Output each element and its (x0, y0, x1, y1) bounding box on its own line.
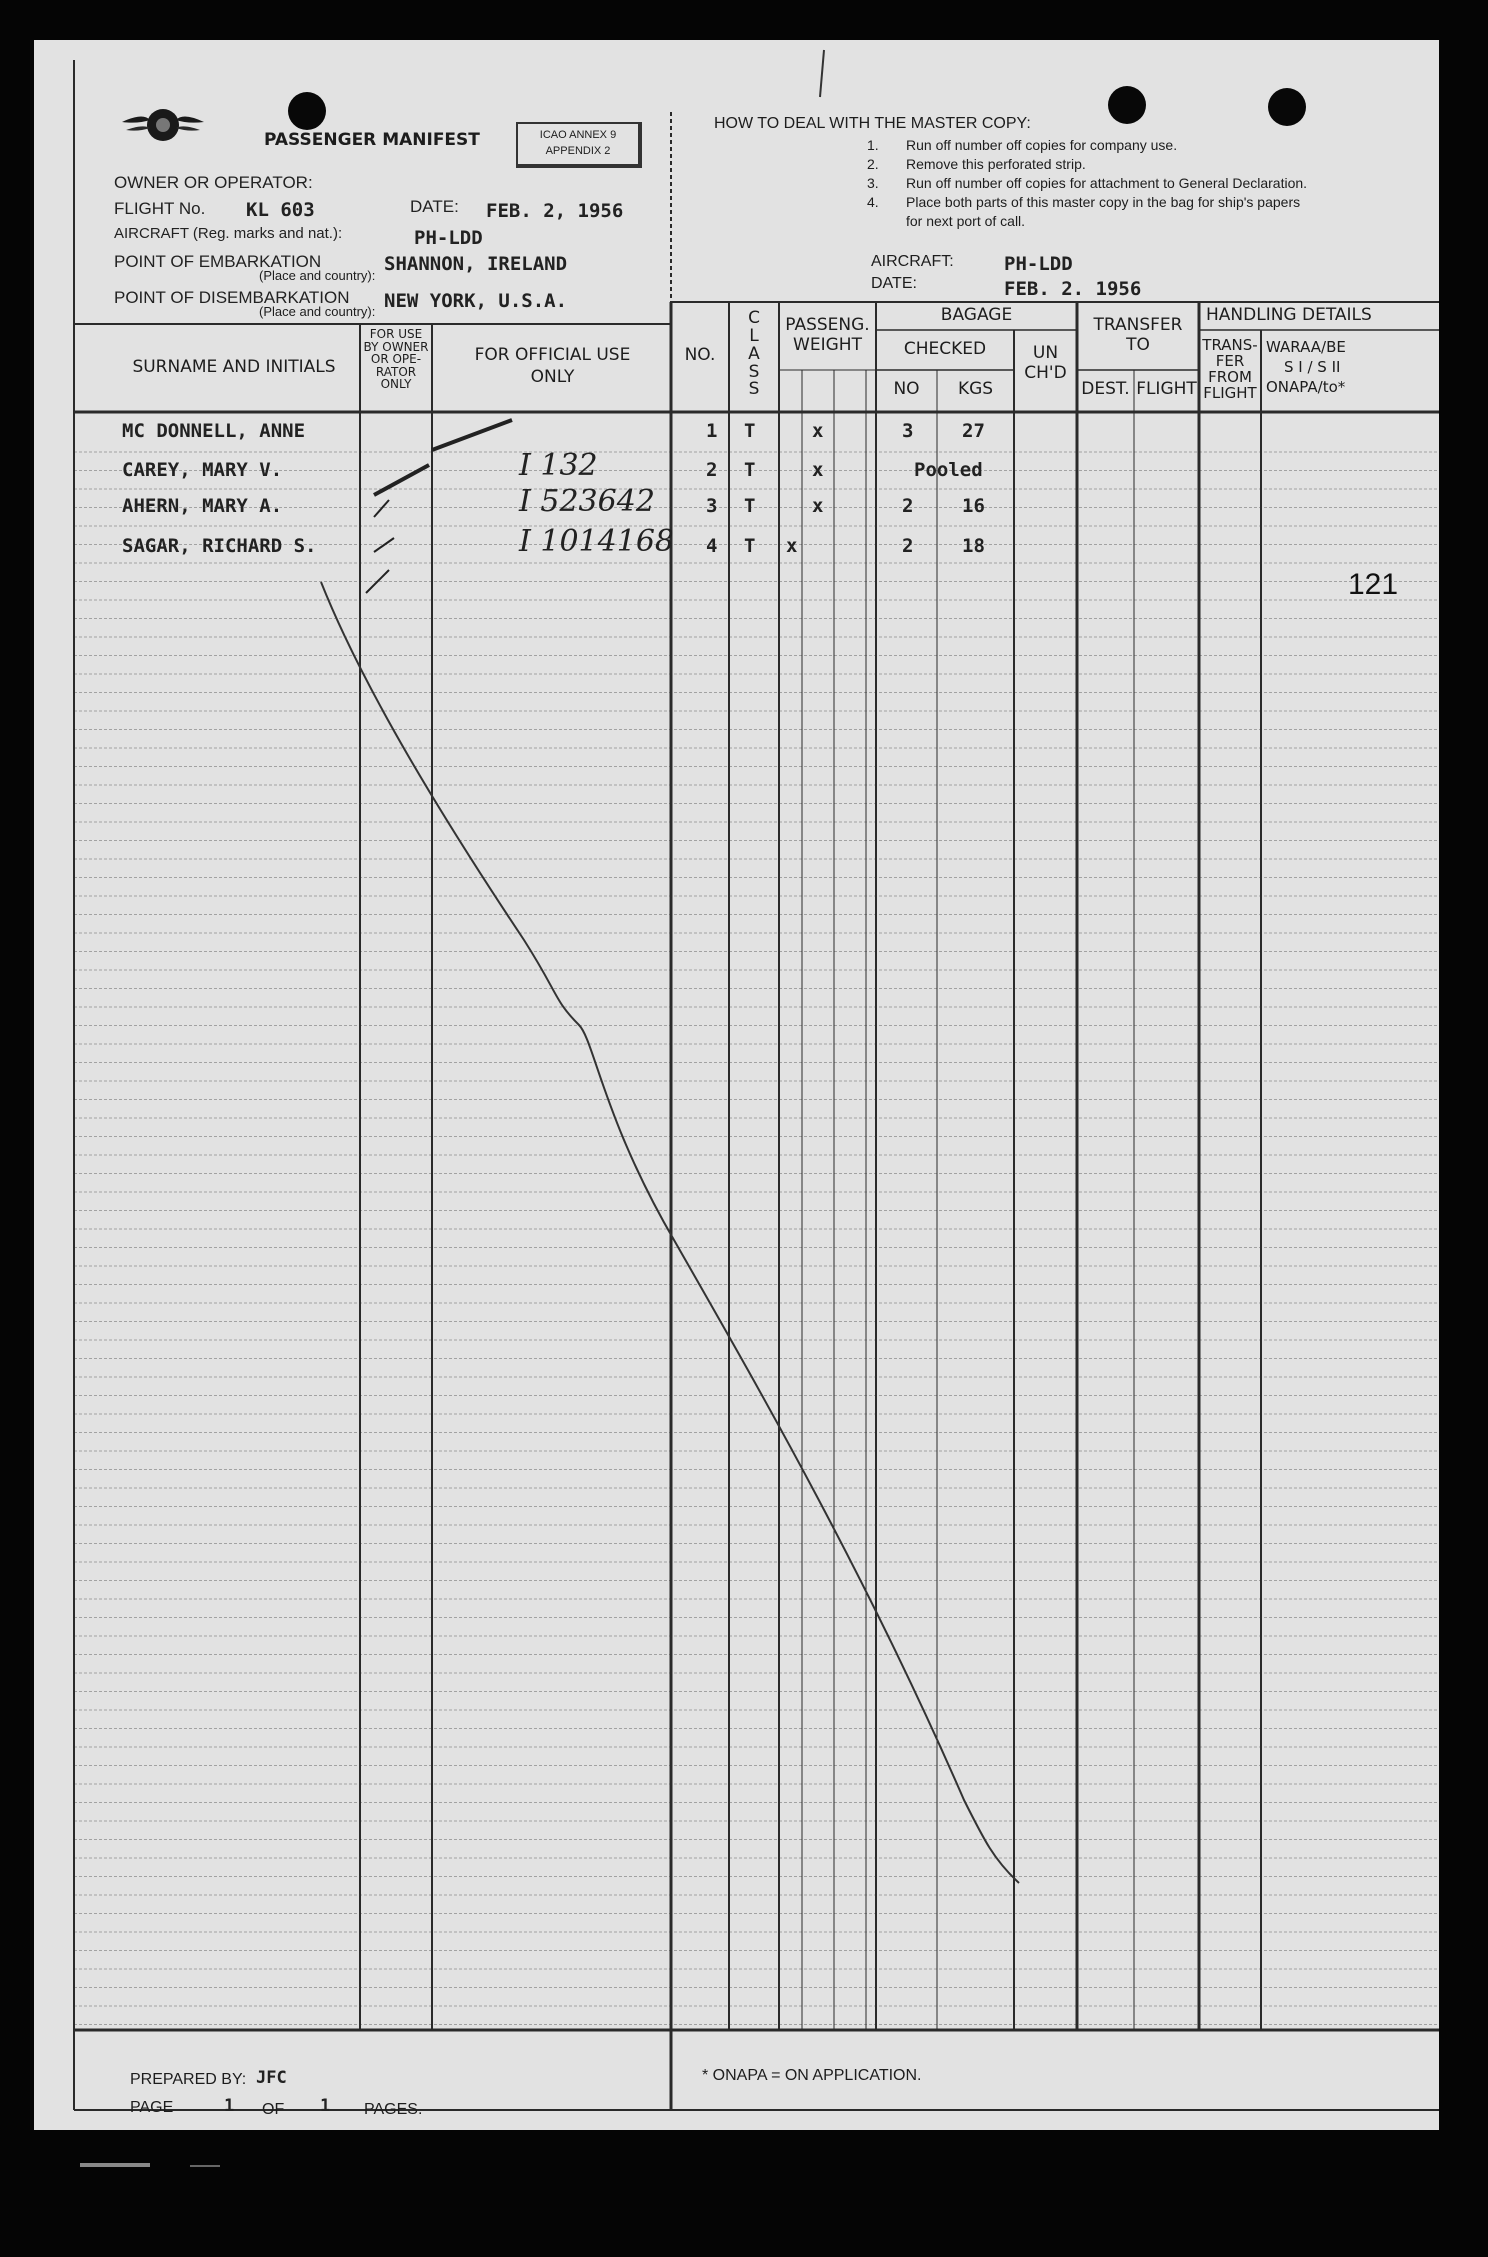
passenger-class: T (744, 535, 756, 557)
instr-aircraft-label: AIRCRAFT: (871, 253, 954, 270)
bag-count: 3 (902, 420, 914, 442)
passenger-class: T (744, 420, 756, 442)
punch-hole-icon (1108, 86, 1146, 124)
page-value: 1 (224, 2096, 235, 2116)
official-use-entry: I 523642 (519, 484, 655, 519)
prepared-value: JFC (256, 2068, 287, 2088)
passenger-number: 3 (706, 495, 718, 517)
col-flight: FLIGHT (1136, 379, 1197, 399)
col-weight-2: WEIGHT (793, 335, 862, 355)
instr-date-value: FEB. 2. 1956 (1004, 278, 1142, 300)
bag-kgs: 27 (962, 420, 985, 442)
owner-label: OWNER OR OPERATOR: (114, 173, 313, 192)
col-handling: HANDLING DETAILS (1206, 305, 1372, 325)
instruction-text: for next port of call. (906, 213, 1026, 229)
weight-mark: x (812, 420, 824, 442)
col-waraa-1: WARAA/BE (1266, 338, 1346, 356)
instr-date-label: DATE: (871, 275, 917, 292)
col-no: NO. (684, 345, 716, 365)
manifest-sheet (34, 40, 1439, 2130)
col-unchd-1: UN (1032, 343, 1059, 363)
embark-label: POINT OF EMBARKATION (114, 252, 322, 271)
punch-hole-icon (1268, 88, 1306, 126)
passenger-name: CAREY, MARY V. (122, 459, 283, 481)
bag-kgs: 18 (962, 535, 985, 557)
passenger-class: T (744, 495, 756, 517)
col-bagage: BAGAGE (940, 305, 1013, 325)
official-use-entry: I 1014168 (519, 524, 674, 559)
bag-count: 2 (902, 535, 914, 557)
aircraft-label: AIRCRAFT (Reg. marks and nat.): (114, 225, 343, 242)
weight-mark: x (812, 495, 824, 517)
aircraft-value: PH-LDD (414, 227, 483, 249)
passenger-number: 2 (706, 459, 718, 481)
col-checked: CHECKED (903, 339, 987, 359)
instruction-number: 3. (867, 175, 879, 191)
official-use-entry: I 132 (519, 448, 598, 483)
checkmark-stroke (374, 465, 429, 495)
pages-label: PAGES. (364, 2101, 423, 2118)
col-transfrom-4: FLIGHT (1203, 384, 1257, 402)
scan-artifact (80, 2163, 150, 2167)
page-label: PAGE (130, 2099, 174, 2116)
embark-sub: (Place and country): (259, 268, 376, 283)
instructions-title: HOW TO DEAL WITH THE MASTER COPY: (714, 115, 1031, 132)
weight-mark: x (812, 459, 824, 481)
scan-artifact (190, 2165, 220, 2167)
weight-mark: x (786, 535, 798, 557)
instruction-number: 4. (867, 194, 879, 210)
passenger-name: MC DONNELL, ANNE (122, 420, 306, 442)
icao-annex: ICAO ANNEX 9 (539, 129, 617, 141)
of-value: 1 (320, 2096, 331, 2116)
col-surname: SURNAME AND INITIALS (132, 357, 336, 377)
punch-hole-icon (288, 92, 326, 130)
flight-label: FLIGHT No. (114, 199, 206, 218)
col-waraa-2: S I / S II (1284, 358, 1341, 376)
col-transfer-2: TO (1126, 335, 1150, 355)
disembark-sub: (Place and country): (259, 304, 376, 319)
date-label: DATE: (410, 197, 459, 216)
instruction-text: Place both parts of this master copy in the bag for ship's papers (906, 194, 1301, 210)
col-weight-1: PASSENG. (785, 315, 870, 335)
instruction-number: 2. (867, 156, 879, 172)
col-transfrom-3: FROM (1208, 368, 1252, 386)
stamp-number: 121 (1348, 568, 1399, 601)
passenger-number: 1 (706, 420, 718, 442)
pooled-note: Pooled (914, 459, 983, 481)
col-dest: DEST. (1081, 379, 1130, 399)
col-checked-kgs: KGS (957, 379, 994, 399)
col-official-1: FOR OFFICIAL USE (474, 345, 631, 365)
passenger-name: SAGAR, RICHARD S. (122, 535, 317, 557)
bag-kgs: 16 (962, 495, 985, 517)
col-official-2: ONLY (530, 367, 575, 387)
col-transfer-1: TRANSFER (1093, 315, 1183, 335)
icao-appendix: APPENDIX 2 (545, 145, 611, 157)
instruction-text: Remove this perforated strip. (906, 156, 1086, 172)
onapa-note: * ONAPA = ON APPLICATION. (702, 2067, 922, 2084)
of-label: OF (262, 2101, 285, 2118)
icao-box (516, 122, 642, 168)
col-waraa-3: ONAPA/to* (1266, 378, 1346, 396)
passenger-name: AHERN, MARY A. (122, 495, 283, 517)
flight-value: KL 603 (246, 199, 315, 221)
instruction-text: Run off number off copies for company use. (906, 137, 1178, 153)
col-owner-use: FOR USE BY OWNER OR OPE- RATOR ONLY (363, 327, 429, 392)
embark-value: SHANNON, IRELAND (384, 253, 568, 275)
winged-logo-icon (118, 90, 208, 160)
passenger-class: T (744, 459, 756, 481)
instruction-number: 1. (867, 137, 879, 153)
instruction-text: Run off number off copies for attachment to General Declaration. (906, 175, 1308, 191)
col-transfrom-2: FER (1215, 352, 1245, 370)
disembark-value: NEW YORK, U.S.A. (384, 290, 568, 312)
col-unchd-2: CH'D (1024, 363, 1067, 383)
col-class: C L A S S (748, 308, 760, 400)
col-transfrom-1: TRANS- (1202, 336, 1258, 354)
passenger-number: 4 (706, 535, 718, 557)
page-title: PASSENGER MANIFEST (264, 130, 480, 150)
instr-aircraft-value: PH-LDD (1004, 253, 1073, 275)
col-checked-no: NO (893, 379, 920, 399)
bag-count: 2 (902, 495, 914, 517)
disembark-label: POINT OF DISEMBARKATION (114, 288, 350, 307)
date-value: FEB. 2, 1956 (486, 200, 624, 222)
prepared-label: PREPARED BY: (130, 2071, 247, 2088)
